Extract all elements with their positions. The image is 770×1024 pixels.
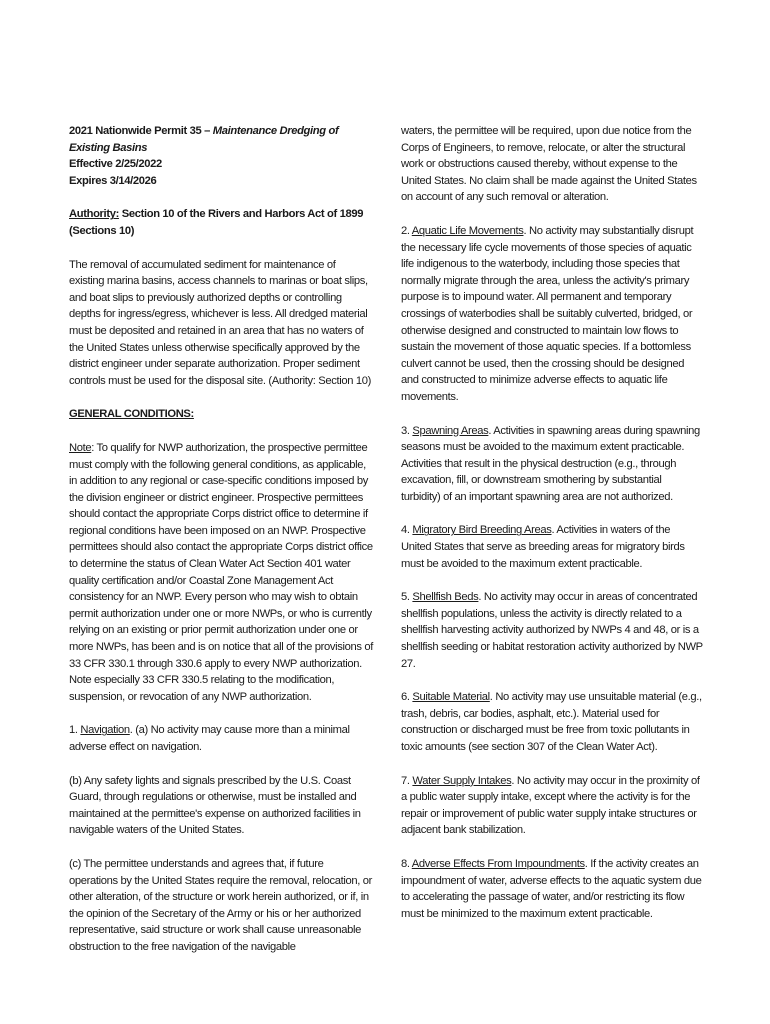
authority-label: Authority: xyxy=(69,208,119,221)
condition-title: Adverse Effects From Impoundments xyxy=(411,857,585,870)
condition-1c-part1: (c) The permittee understands and agrees that, if future operations by the United States require the removal, relocation, or other alteration, of the structure or work herein authorized, or if, in the opinion of the Secretary of the Army or his or her authorized representative, said structure or work shall cause unreasonable obstruction to the free navigation of the navigable xyxy=(69,857,373,953)
condition-title: Navigation xyxy=(80,724,130,737)
condition-3 xyxy=(401,423,703,506)
condition-title: Spawning Areas xyxy=(412,424,489,437)
intro-paragraph: The removal of accumulated sediment for maintenance of existing marina basins, access channels to marinas or boat slips, and boat slips to previously authorized depths or controlling depths for ingress/egress, whichever is less. All dredged material must be deposited and retained in an area that has no waters of the United States unless otherwise specifically approved by the district engineer under separate authorization. Proper sediment controls must be used for the disposal site. (Authority: Section 10) xyxy=(69,258,372,387)
condition-text: . (a) No activity may cause more than a minimal adverse effect on navigation. xyxy=(69,724,350,753)
condition-text: . No activity may occur in the proximity of a public water supply intake, except where the activity is for the repair or improvement of public water supply intake structures or adjacent bank stabilization. xyxy=(401,774,700,837)
expiry-date: Expires 3/14/2026 xyxy=(69,174,157,187)
note-paragraph xyxy=(69,440,373,706)
condition-text: . No activity may substantially disrupt the necessary life cycle movements of those species of aquatic life indigenous to the waterbody, including those species that normally migrate through the area, unless the activity's primary purpose is to impound water. All permanent and temporary crossings of waterbodies shall be suitably culverted, bridged, or otherwise designed and constructed to maintain low flows to sustain the movement of those aquatic species. If a bottomless culvert cannot be used, then the crossing should be designed and constructed to minimize adverse effects to aquatic life movements. xyxy=(401,224,694,403)
condition-title: Suitable Material xyxy=(412,691,490,704)
condition-text: . No activity may use unsuitable material (e.g., trash, debris, car bodies, asphalt, etc.). Material used for construction or discharged must be free from toxic pollutants in toxic amounts (see section 307 of the Clean Water Act). xyxy=(401,691,702,753)
condition-5 xyxy=(401,589,703,672)
general-conditions-heading: GENERAL CONDITIONS: xyxy=(69,408,194,421)
condition-number: 8. xyxy=(401,857,410,870)
condition-8 xyxy=(401,856,703,922)
condition-text: . Activities in waters of the United States that serve as breeding areas for migratory birds must be avoided to the maximum extent practicable. xyxy=(401,524,685,570)
condition-1a xyxy=(69,722,373,755)
condition-number: 1. xyxy=(69,724,78,737)
condition-text: . No activity may occur in areas of concentrated shellfish populations, unless the activity is directly related to a shellfish harvesting activity authorized by NWPs 4 and 48, or is a shellfish seeding or habitat restoration activity authorized by NWP 27. xyxy=(401,591,703,670)
condition-title: Shellfish Beds xyxy=(412,591,479,604)
condition-number: 5. xyxy=(401,591,410,604)
permit-title-prefix: 2021 Nationwide Permit 35 – xyxy=(69,125,211,137)
condition-number: 7. xyxy=(401,774,410,787)
condition-title: Migratory Bird Breeding Areas xyxy=(412,524,552,537)
condition-text: . Activities in spawning areas during spawning seasons must be avoided to the maximum extent practicable. Activities that result in the physical destruction (e.g., through excavation, fill, or downstream smothering by substantial turbidity) of an important spawning area are not authorized. xyxy=(401,424,700,503)
condition-2 xyxy=(401,223,703,406)
effective-date: Effective 2/25/2022 xyxy=(69,158,162,171)
condition-text: . If the activity creates an impoundment of water, adverse effects to the aquatic system due to accelerating the passage of water, and/or restricting its flow must be minimized to the maximum extent practicable. xyxy=(401,857,702,920)
condition-1c-part2: waters, the permittee will be required, upon due notice from the Corps of Engineers, to remove, relocate, or alter the structural work or obstructions caused thereby, without expense to the United States. No claim shall be made against the United States on account of any such removal or alteration. xyxy=(401,125,697,204)
condition-number: 3. xyxy=(401,424,410,437)
authority-line xyxy=(69,206,373,239)
condition-number: 6. xyxy=(401,691,410,704)
condition-title: Aquatic Life Movements xyxy=(411,224,524,237)
permit-title xyxy=(69,123,373,156)
condition-4 xyxy=(401,522,703,572)
note-label: Note xyxy=(69,441,92,454)
condition-title: Water Supply Intakes xyxy=(412,774,512,787)
condition-1b: (b) Any safety lights and signals prescribed by the U.S. Coast Guard, through regulations or otherwise, must be installed and maintained at the permittee's expense on authorized facilities in navigable waters of the United States. xyxy=(69,774,361,837)
authority-text: Section 10 of the Rivers and Harbors Act of 1899 (Sections 10) xyxy=(69,208,364,237)
left-column xyxy=(69,123,373,973)
note-text: : To qualify for NWP authorization, the prospective permittee must comply with the following general conditions, as applicable, in addition to any regional or case-specific conditions imposed by the division engineer or district engineer. Prospective permittees should contact the appropriate Corps district office to determine if regional conditions have been imposed on an NWP. Prospective permittees should also contact the appropriate Corps district office to determine the status of Clean Water Act Section 401 water quality certification and/or Coastal Zone Management Act consistency for an NWP. Every person who may wish to obtain permit authorization under one or more NWPs, or who is currently relying on an existing or prior permit authorization under one or more NWPs, has been and is on notice that all of the provisions of 33 CFR 330.1 through 330.6 apply to every NWP authorization. Note especially 33 CFR 330.5 relating to the modification, suspension, or revocation of any NWP authorization. xyxy=(69,441,373,703)
condition-7 xyxy=(401,773,703,839)
condition-6 xyxy=(401,689,703,755)
permit-title-name: Maintenance Dredging of Existing Basins xyxy=(69,125,339,154)
permit-heading xyxy=(69,123,373,189)
condition-number: 4. xyxy=(401,524,410,537)
right-column xyxy=(401,123,703,939)
condition-number: 2. xyxy=(401,224,410,237)
